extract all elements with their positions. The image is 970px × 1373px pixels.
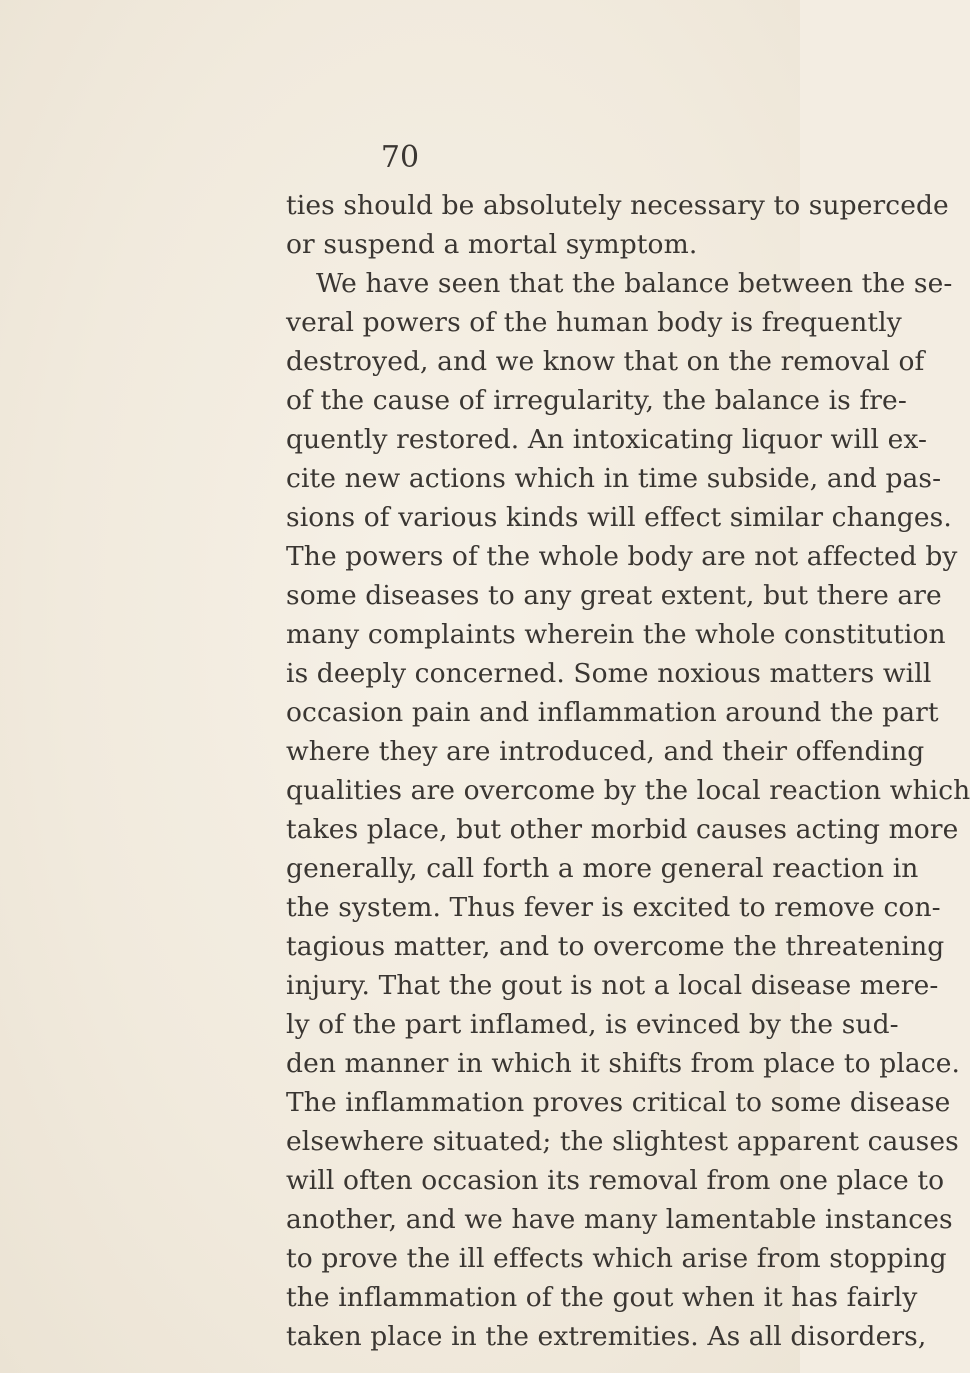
text-line: qualities are overcome by the local reaction which xyxy=(286,775,970,806)
text-line: occasion pain and inflammation around the part xyxy=(286,697,939,728)
text-line: of the cause of irregularity, the balance is fre- xyxy=(286,385,907,416)
text-line: will often occasion its removal from one place to xyxy=(286,1165,945,1196)
text-line: ties should be absolutely necessary to supercede xyxy=(286,190,949,221)
text-line: some diseases to any great extent, but there are xyxy=(286,580,942,611)
text-line: ly of the part inflamed, is evinced by the sud- xyxy=(286,1009,899,1040)
text-line: the inflammation of the gout when it has fairly xyxy=(286,1282,918,1313)
text-line: to prove the ill effects which arise from stopping xyxy=(286,1243,947,1274)
text-line: is deeply concerned. Some noxious matters will xyxy=(286,658,932,689)
text-line: cite new actions which in time subside, and pas- xyxy=(286,463,942,494)
text-line: generally, call forth a more general reaction in xyxy=(286,853,919,884)
text-line: destroyed, and we know that on the removal of xyxy=(286,346,925,377)
text-line: quently restored. An intoxicating liquor will ex- xyxy=(286,424,928,455)
text-line: the system. Thus fever is excited to remove con- xyxy=(286,892,941,923)
text-line: another, and we have many lamentable instances xyxy=(286,1204,953,1235)
text-line: where they are introduced, and their offending xyxy=(286,736,925,767)
text-line: veral powers of the human body is frequently xyxy=(286,307,902,338)
text-line: many complaints wherein the whole constitution xyxy=(286,619,946,650)
text-line: sions of various kinds will effect similar changes. xyxy=(286,502,952,533)
text-line: The powers of the whole body are not affected by xyxy=(286,541,958,572)
text-line: elsewhere situated; the slightest apparent causes xyxy=(286,1126,959,1157)
text-line: tagious matter, and to overcome the threatening xyxy=(286,931,945,962)
page-number: 70 xyxy=(380,140,420,175)
text-line: We have seen that the balance between the se- xyxy=(316,268,953,299)
text-line: takes place, but other morbid causes acting more xyxy=(286,814,959,845)
text-line: den manner in which it shifts from place to place. xyxy=(286,1048,961,1079)
text-line: or suspend a mortal symptom. xyxy=(286,229,698,260)
text-line: taken place in the extremities. As all disorders, xyxy=(286,1321,927,1352)
text-line: The inflammation proves critical to some disease xyxy=(286,1087,951,1118)
text-line: injury. That the gout is not a local disease mere- xyxy=(286,970,939,1001)
